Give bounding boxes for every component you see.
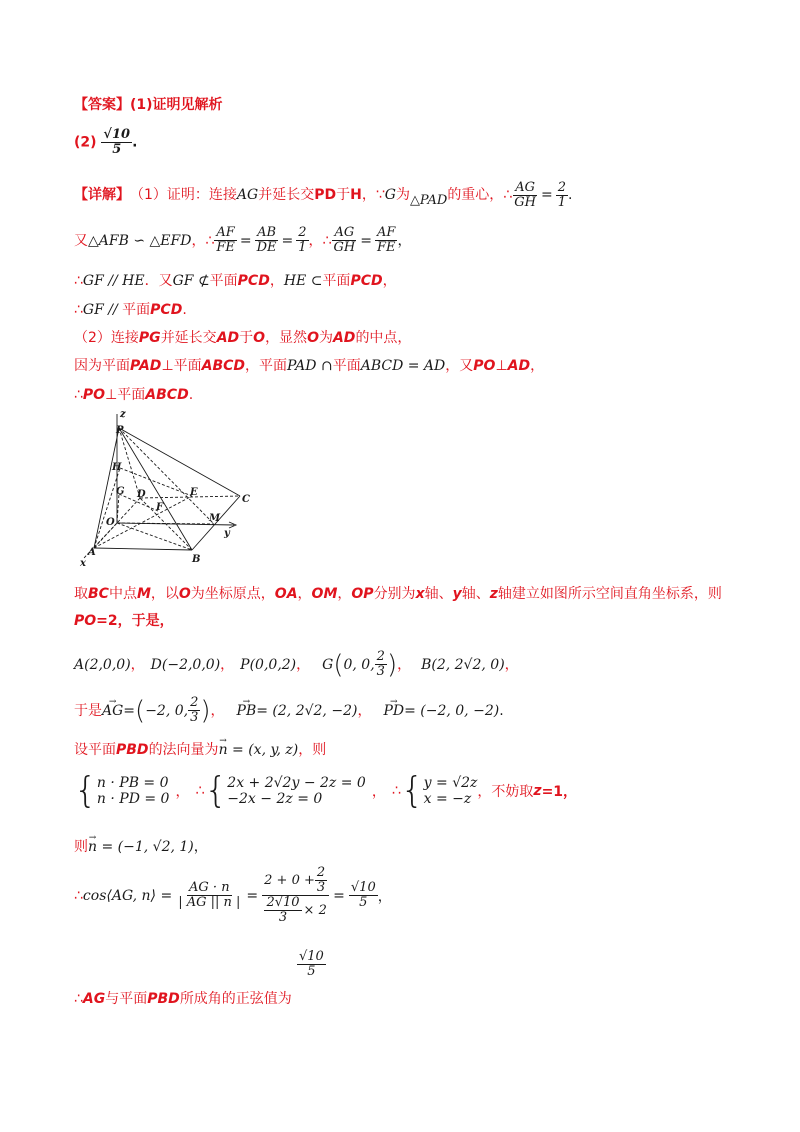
pyramid-figure (74, 408, 264, 578)
edge-AB (94, 548, 192, 550)
cos-formula: ∴ cos⟨AG, n⟩ = $\frac{AG \cdot n}{| AG || n |}$ = 2 + 0 + $\frac{2}{3}$ $\frac{2√10}{3}$ × 2 = $\frac{√10}{5}$ ， (74, 865, 392, 925)
label-F: F (156, 502, 164, 513)
label-E: E (190, 487, 198, 498)
answer-line-1 (74, 96, 223, 114)
label-G: G (116, 486, 125, 497)
coord-line-2: PO=2，于是， (74, 613, 174, 629)
label-O: O (106, 517, 115, 528)
figure-labels (79, 409, 250, 569)
n-value-line: 则→ n = (−1, √2, 1)， (74, 838, 208, 856)
final-fraction: $\frac{√10}{5}$ (299, 949, 324, 979)
answer-part1: (1)证明见解析 (130, 97, 223, 113)
detail-line-1: 【详解】 （1）证明：连接 AG 并延长交 PD 于 H ，∵ G 为 △PAD 的重心，∴ $\frac{AG}{GH}$ = $\frac{2}{1}$ . (74, 179, 573, 210)
detail-line-4: ∴GF // 平面PCD. (74, 302, 187, 318)
label-y: y (224, 528, 230, 539)
label-P: P (116, 425, 124, 436)
edge-PC (119, 428, 240, 496)
answer-fraction: $\frac{√10}{5}$ (103, 127, 131, 157)
detail-line-3: ∴GF // HE．又GF ⊄平面PCD，HE ⊂平面PCD， (74, 273, 397, 289)
final-line: ∴AG与平面PBD所成角的正弦值为 (74, 991, 292, 1007)
label-x: x (80, 558, 86, 569)
detail-line-2: 又 △AFB ∽ △EFD ，∴ $\frac{AF}{FE}$ = $\frac{AB}{DE}$ = $\frac{2}{1}$ ，∴ $\frac{AG}{GH}$ = $\frac{AF}{FE}$ ， (74, 225, 412, 255)
vectors-line: 于是 → AG = ( −2, 0, $\frac{2}{3}$ ) ， → PB = (2, 2√2, −2) ， → PD = (−2, 0, −2) . (74, 696, 504, 725)
normal-line: 设平面PBD的法向量为→ n = (x, y, z)，则 (74, 741, 326, 759)
label-B: B (192, 554, 201, 565)
label-C: C (242, 494, 250, 505)
label-H: H (112, 462, 122, 473)
detail-line-7: ∴PO⊥平面ABCD. (74, 387, 194, 403)
edge-OB (117, 523, 192, 550)
edge-HE (120, 468, 192, 496)
label-z: z (120, 409, 126, 420)
label-M: M (209, 513, 221, 524)
answer-line-2: (2) $\frac{√10}{5}$ . (74, 127, 138, 157)
answer-part2-prefix: (2) (74, 134, 97, 151)
detail-label: 【详解】 (74, 187, 130, 203)
points-line: A(2,0,0) ， D(−2,0,0) ， P(0,0,2) ， G ( 0, 0, $\frac{2}{3}$ ) ， B(2, 2√2, 0) ， (74, 649, 519, 680)
detail-line-5: （2）连接PG并延长交AD于O，显然O为AD的中点， (74, 330, 412, 346)
detail-line-6: 因为平面PAD⊥平面ABCD，平面PAD ∩平面ABCD = AD，又PO⊥AD， (74, 358, 545, 374)
answer-label: 【答案】 (74, 97, 130, 113)
edge-PB (119, 428, 192, 550)
coord-line-1: 取BC中点M，以O为坐标原点，OA，OM，OP分别为x轴、y轴、z轴建立如图所示空间直角坐标系，则 (74, 586, 722, 602)
system-block: { n · PB = 0 n · PD = 0 ， ∴ { 2x + 2√2y − 2z = 0 −2x − 2z = 0 ， ∴ { y = √2z x = −z ，不妨取 z =1， (74, 770, 578, 811)
label-D: D (137, 489, 146, 500)
label-A: A (88, 547, 96, 558)
